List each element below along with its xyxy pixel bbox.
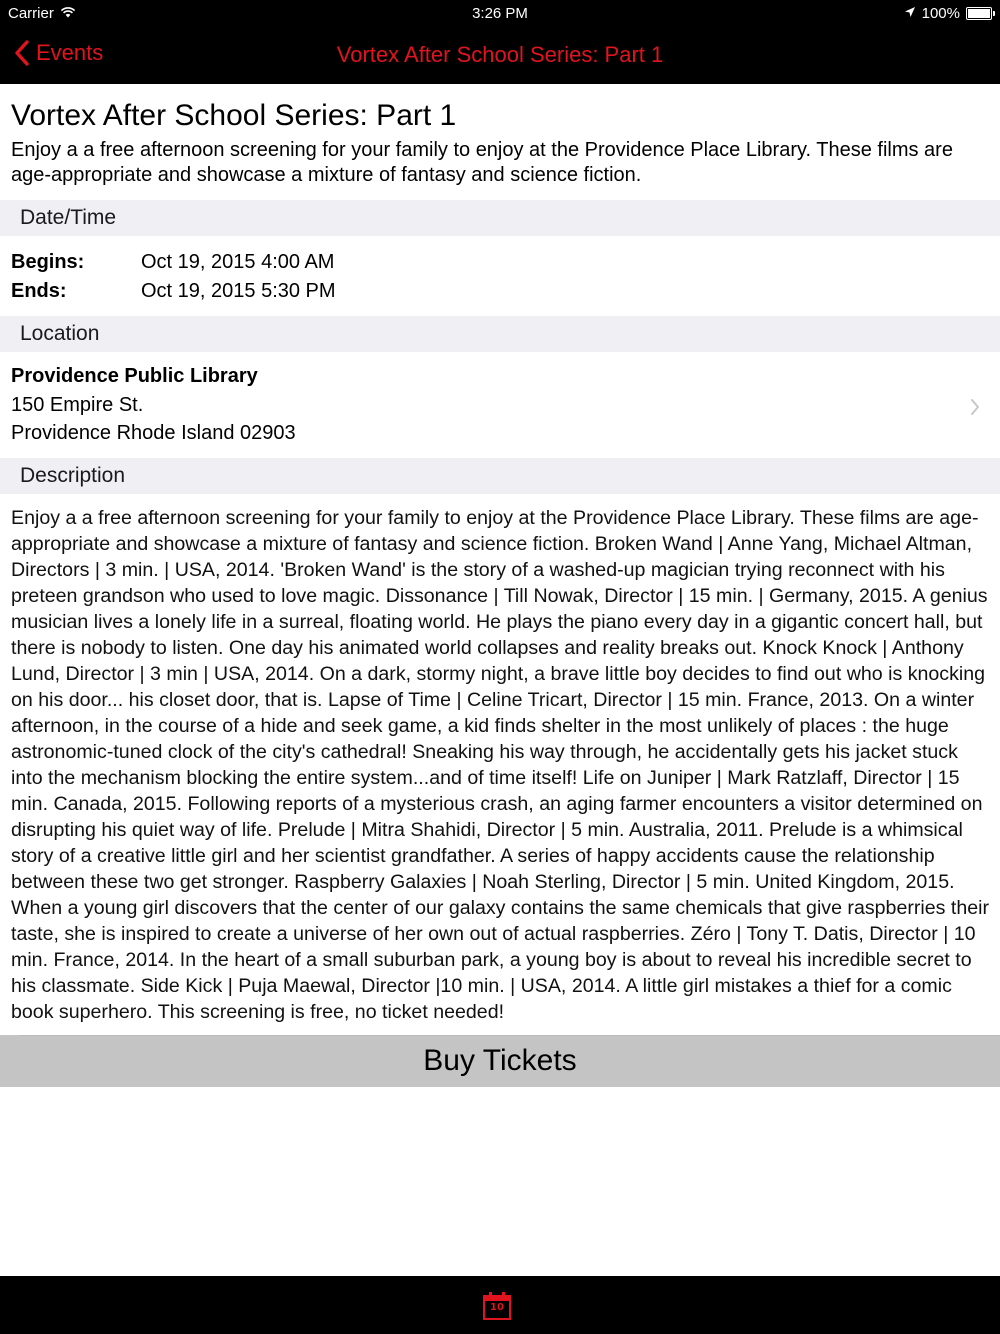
begins-value: Oct 19, 2015 4:00 AM bbox=[141, 251, 335, 273]
status-bar bbox=[0, 0, 1000, 28]
section-header-location: Location bbox=[0, 316, 1000, 352]
divider bbox=[20, 1035, 1000, 1036]
section-header-datetime: Date/Time bbox=[0, 200, 1000, 236]
chevron-right-icon bbox=[970, 396, 980, 425]
page-title: Vortex After School Series: Part 1 bbox=[11, 99, 457, 132]
back-label: Events bbox=[36, 40, 104, 65]
begins-label: Begins: bbox=[11, 251, 85, 273]
buy-area bbox=[0, 1035, 1000, 1087]
ends-label: Ends: bbox=[11, 280, 67, 302]
tab-events[interactable] bbox=[482, 1291, 512, 1321]
calendar-day-number: 10 bbox=[490, 1302, 504, 1313]
battery-icon bbox=[966, 7, 992, 20]
buy-tickets-button[interactable]: Buy Tickets bbox=[0, 1035, 1000, 1087]
datetime-block bbox=[0, 236, 1000, 316]
clock: 3:26 PM bbox=[472, 5, 528, 22]
navigation-bar bbox=[0, 28, 1000, 84]
event-summary: Enjoy a a free afternoon screening for your family to enjoy at the Providence Place Library. These films are age-appropriate and showcase a mixture of fantasy and science fiction. bbox=[11, 139, 953, 186]
event-detail bbox=[0, 84, 1000, 1087]
description-text: Enjoy a a free afternoon screening for your family to enjoy at the Providence Place Library. These films are age-appropriate and showcase a mixture of fantasy and science fiction. Broken Wand | Anne Yang, Michael Altman, Directors | 3 min. | USA, 2014. 'Broken Wand' is the story of a washed-up magician trying reconnect with his preteen grandson who used to love magic. Dissonance | Till Nowak, Director | 15 min. | Germany, 2015. A genius musician lives a lonely life in a surreal, floating world. He plays the piano every day in a gigantic concert hall, but there is nobody to listen. One day his animated world collapses and reality breaks out. Knock Knock | Anthony Lund, Director | 3 min | USA, 2014. On a dark, stormy night, a brave little boy decides to find out who is knocking on his door... his closet door, that is. Lapse of Time | Celine Tricart, Director | 15 min. France, 2013. On a winter afternoon, in the course of a hide and seek game, a kid finds shelter in the most unlikely of places : the huge astronomic-tuned clock of the city's cathedral! Sneaking his way through, he accidentally gets his jacket stuck into the mechanism blocking the entire system...and of time itself! Life on Juniper | Mark Ratzlaff, Director | 15 min. Canada, 2015. Following reports of a mysterious crash, an aging farmer encounters a visitor determined on disrupting his quiet way of life. Prelude | Mitra Shahidi, Director | 5 min. Australia, 2011. Prelude is a whimsical story of a creative little girl and her scientist grandfather. A series of happy accidents cause the relationship between these two get stronger. Raspberry Galaxies | Noah Sterling, Director | 5 min. United Kingdom, 2015. When a young girl discovers that the center of our galaxy contains the same chemicals that give raspberries their taste, she is inspired to create a universe of her own out of actual raspberries. Zéro | Tony T. Datis, Director | 10 min. France, 2014. In the heart of a small suburban park, a young boy is about to reveal his incredible secret to his classmate. Side Kick | Puja Maewal, Director |10 min. | USA, 2014. A little girl mistakes a thief for a comic book superhero. This screening is free, no ticket needed! bbox=[11, 506, 990, 1023]
section-header-description: Description bbox=[0, 458, 1000, 494]
begins-row bbox=[11, 248, 989, 277]
status-right bbox=[904, 5, 992, 22]
battery-percent: 100% bbox=[921, 5, 960, 22]
location-city: Providence Rhode Island 02903 bbox=[11, 422, 296, 444]
location-arrow-icon bbox=[904, 5, 916, 22]
location-name: Providence Public Library bbox=[11, 365, 258, 387]
nav-title: Vortex After School Series: Part 1 bbox=[336, 42, 664, 67]
ends-row bbox=[11, 277, 989, 306]
carrier-label: Carrier bbox=[8, 5, 54, 22]
location-street: 150 Empire St. bbox=[11, 393, 144, 416]
location-row[interactable] bbox=[0, 352, 1000, 458]
ends-value: Oct 19, 2015 5:30 PM bbox=[141, 280, 336, 302]
tab-bar bbox=[0, 1276, 1000, 1334]
